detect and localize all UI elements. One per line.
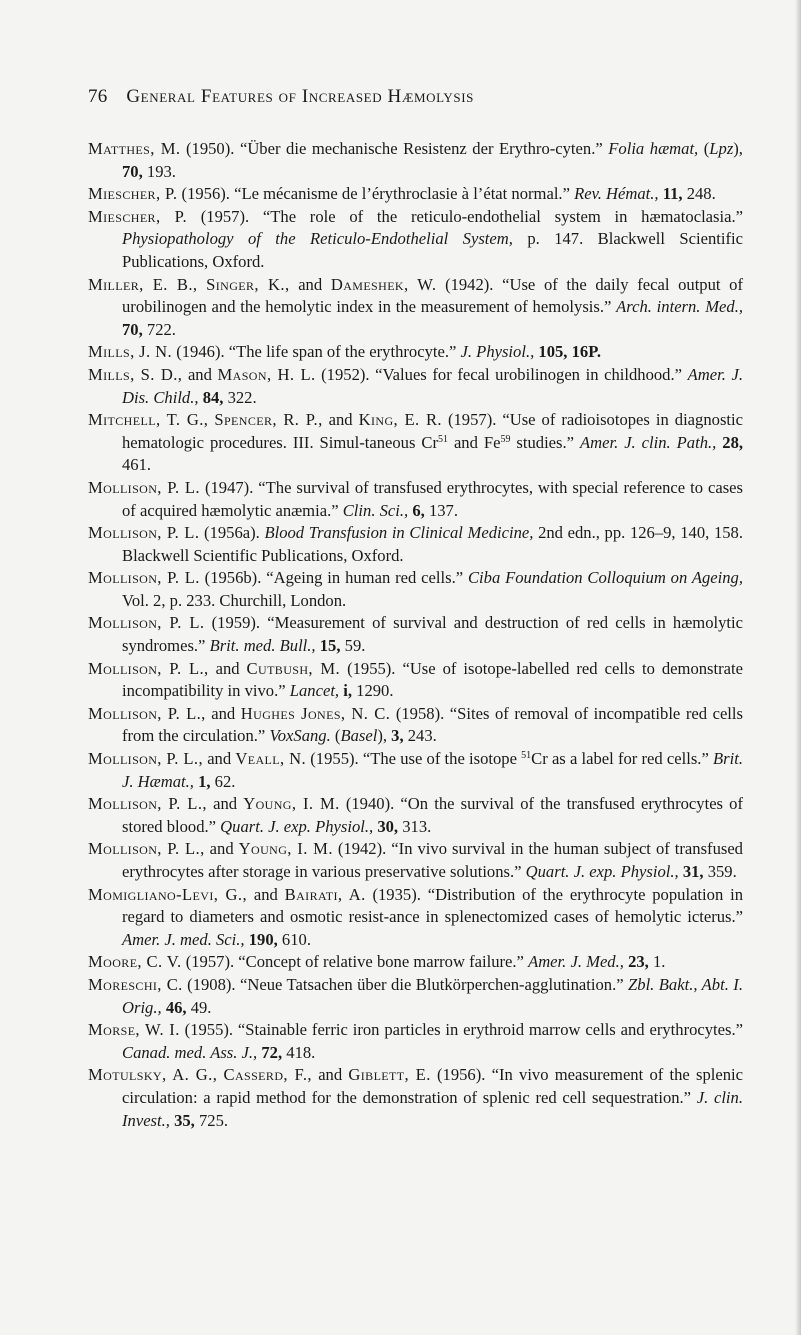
ref-journal: Zbl. Bakt., Abt. I. Orig., bbox=[122, 974, 743, 1017]
ref-journal: Brit. med. Bull., bbox=[209, 636, 316, 656]
reference-entry: Mills, S. D., and Mason, H. L. (1952). “Values for fecal urobilinogen in childhood.” Amer. J. Dis. Child., 84, 322. bbox=[88, 364, 744, 407]
ref-volume: 46, bbox=[165, 997, 187, 1017]
ref-volume: i, bbox=[343, 681, 352, 701]
ref-author: Miescher, P. bbox=[88, 184, 178, 204]
ref-author: Mollison, P. L., bbox=[88, 749, 203, 769]
ref-author: Momigliano-Levi, G., bbox=[88, 884, 247, 904]
reference-entry: Mollison, P. L. (1956b). “Ageing in human red cells.” Ciba Foundation Colloquium on Ageing, Vol. 2, p. 233. Churchill, London. bbox=[88, 568, 743, 610]
ref-author: Mollison, P. L., bbox=[88, 703, 206, 723]
ref-journal: J. clin. Invest., bbox=[122, 1087, 743, 1130]
ref-volume: 3, bbox=[391, 726, 404, 746]
ref-journal: Blood Transfusion in Clinical Medicine, bbox=[264, 523, 534, 543]
reference-entry: Mollison, P. L. (1956a). Blood Transfusion in Clinical Medicine, 2nd edn., pp. 126–9, 140, 158. Blackwell Scientific Publications, Oxford. bbox=[88, 523, 743, 565]
ref-journal: Brit. J. Hæmat., bbox=[122, 749, 743, 791]
reference-entry: Mitchell, T. G., Spencer, R. P., and King, E. R. (1957). “Use of radioisotopes in diagnostic hematologic procedures. III. Simul-taneous Cr$^{51}$ and Fe$^{59}$ studies.” Amer. J. clin. Path., 28, 461. bbox=[88, 410, 744, 475]
ref-journal: Quart. J. exp. Physiol., bbox=[525, 862, 679, 881]
ref-journal: Amer. J. Med., bbox=[528, 952, 624, 972]
ref-author: Mitchell, T. G., bbox=[88, 410, 209, 430]
ref-volume: 35, bbox=[174, 1110, 195, 1130]
ref-author: Moreschi, C. bbox=[88, 974, 183, 994]
ref-journal: Lancet, bbox=[289, 681, 340, 701]
reference-entry: Miller, E. B., Singer, K., and Dameshek, W. (1942). “Use of the daily fecal output of urobilinogen and the hemolytic index in the measurement of hemolysis.” Arch. intern. Med., 70, 722. bbox=[88, 274, 743, 339]
reference-entry: Mills, J. N. (1946). “The life span of the erythrocyte.” J. Physiol., 105, 16P. bbox=[88, 342, 601, 362]
ref-volume: 1, bbox=[198, 771, 211, 791]
reference-entry: Mollison, P. L. (1947). “The survival of transfused erythrocytes, with special reference to cases of acquired hæmolytic anæmia.” Clin. Sci., 6, 137. bbox=[88, 477, 743, 520]
reference-entry: Mollison, P. L. (1959). “Measurement of survival and destruction of red cells in hæmolytic syndromes.” Brit. med. Bull., 15, 59. bbox=[88, 613, 743, 656]
page-number: 76 bbox=[88, 86, 108, 107]
reference-entry: Moreschi, C. (1908). “Neue Tatsachen über die Blutkörperchen-agglutination.” Zbl. Bakt., Abt. I. Orig., 46, 49. bbox=[88, 974, 743, 1017]
ref-volume: 105, bbox=[538, 342, 568, 362]
ref-journal: Ciba Foundation Colloquium on Ageing, bbox=[467, 568, 743, 588]
ref-author: Mollison, P. L., bbox=[88, 658, 209, 678]
ref-journal: VoxSang. bbox=[269, 726, 331, 746]
ref-volume: 190, bbox=[248, 929, 278, 949]
reference-entry: Miescher, P. (1957). “The role of the reticulo-endothelial system in hæmatoclasia.” Physiopathology of the Reticulo-Endothelial System, p. 147. Blackwell Scientific Publications, Oxford. bbox=[88, 206, 743, 271]
ref-journal: Canad. med. Ass. J., bbox=[122, 1042, 258, 1062]
reference-list bbox=[88, 138, 743, 1132]
ref-author: Mollison, P. L. bbox=[88, 613, 205, 633]
ref-author: Mollison, P. L. bbox=[88, 477, 200, 497]
ref-author: Motulsky, A. G., bbox=[88, 1065, 218, 1085]
reference-entry: Matthes, M. (1950). “Über die mechanische Resistenz der Erythro-cyten.” Folia hæmat, (Lpz), 70, 193. bbox=[88, 139, 743, 181]
ref-volume: 70, bbox=[122, 161, 143, 181]
ref-volume: 11, bbox=[662, 184, 683, 204]
ref-journal: Quart. J. exp. Physiol., bbox=[220, 816, 374, 836]
ref-journal: Folia hæmat, bbox=[608, 139, 699, 158]
ref-author: Matthes, M. bbox=[88, 139, 181, 158]
running-title: General Features of Increased Hæmolysis bbox=[126, 86, 474, 107]
ref-volume: 6, bbox=[412, 500, 425, 520]
page-edge-shadow bbox=[795, 0, 801, 1335]
ref-journal: Amer. J. Dis. Child., bbox=[122, 364, 744, 407]
ref-journal: J. Physiol., bbox=[460, 342, 535, 362]
ref-author: Mills, S. D., bbox=[88, 364, 183, 384]
ref-volume: 31, bbox=[682, 862, 704, 881]
ref-author: Mollison, P. L. bbox=[88, 568, 200, 588]
ref-journal: Arch. intern. Med., bbox=[616, 297, 743, 317]
ref-author: Morse, W. I. bbox=[88, 1020, 180, 1040]
ref-volume: 84, bbox=[202, 387, 224, 407]
reference-entry: Momigliano-Levi, G., and Bairati, A. (1935). “Distribution of the erythrocyte population in regard to diameters and osmotic resist-ance in splenectomized cases of hemolytic icterus.” Amer. J. med. Sci., 190, 610. bbox=[88, 884, 743, 949]
reference-entry: Morse, W. I. (1955). “Stainable ferric iron particles in erythroid marrow cells and erythrocytes.” Canad. med. Ass. J., 72, 418. bbox=[88, 1020, 744, 1062]
ref-journal: Rev. Hémat., bbox=[574, 184, 659, 204]
ref-journal: Clin. Sci., bbox=[342, 500, 409, 520]
reference-entry: Mollison, P. L., and Cutbush, M. (1955). “Use of isotope-labelled red cells to demonstrate incompatibility in vivo.” Lancet, i, 1290. bbox=[88, 658, 743, 701]
ref-volume: 70, bbox=[122, 319, 143, 339]
ref-volume: 30, bbox=[377, 816, 399, 836]
running-header bbox=[88, 86, 728, 108]
ref-author: Mills, J. N. bbox=[88, 342, 173, 362]
reference-entry: Motulsky, A. G., Casserd, F., and Giblett, E. (1956). “In vivo measurement of the splenic circulation: a rapid method for the demonstration of splenic red cell sequestration.” J. clin. Invest., 35, 725. bbox=[88, 1065, 743, 1130]
ref-journal: Amer. J. clin. Path., bbox=[579, 432, 717, 452]
ref-author: Mollison, P. L., bbox=[88, 839, 205, 859]
ref-journal: Amer. J. med. Sci., bbox=[122, 929, 245, 949]
ref-author: Miescher, P. bbox=[88, 206, 187, 226]
ref-volume: 23, bbox=[628, 952, 649, 972]
reference-entry: Miescher, P. (1956). “Le mécanisme de l’érythroclasie à l’état normal.” Rev. Hémat., 11, 248. bbox=[88, 184, 716, 204]
reference-entry: Mollison, P. L., and Young, I. M. (1942). “In vivo survival in the human subject of transfused erythrocytes after storage in various preservative solutions.” Quart. J. exp. Physiol., 31, 359. bbox=[88, 839, 743, 881]
ref-journal: Physiopathology of the Reticulo-Endothelial System, bbox=[122, 229, 513, 249]
ref-author: Moore, C. V. bbox=[88, 952, 182, 972]
ref-author: Mollison, P. L. bbox=[88, 523, 200, 543]
reference-entry: Mollison, P. L., and Young, I. M. (1940). “On the survival of the transfused erythrocytes of stored blood.” Quart. J. exp. Physiol., 30, 313. bbox=[88, 794, 743, 836]
ref-author: Mollison, P. L., bbox=[88, 794, 207, 814]
ref-volume: 15, bbox=[319, 636, 341, 656]
reference-entry: Mollison, P. L., and Hughes Jones, N. C. (1958). “Sites of removal of incompatible red cells from the circulation.” VoxSang. (Basel), 3, 243. bbox=[88, 703, 743, 746]
ref-author: Miller, E. B., bbox=[88, 274, 198, 294]
ref-volume: 72, bbox=[261, 1042, 283, 1062]
ref-volume: 28, bbox=[722, 432, 744, 452]
reference-entry: Mollison, P. L., and Veall, N. (1955). “The use of the isotope $^{51}$Cr as a label for red cells.” Brit. J. Hæmat., 1, 62. bbox=[88, 749, 743, 791]
reference-entry: Moore, C. V. (1957). “Concept of relative bone marrow failure.” Amer. J. Med., 23, 1. bbox=[88, 952, 666, 972]
